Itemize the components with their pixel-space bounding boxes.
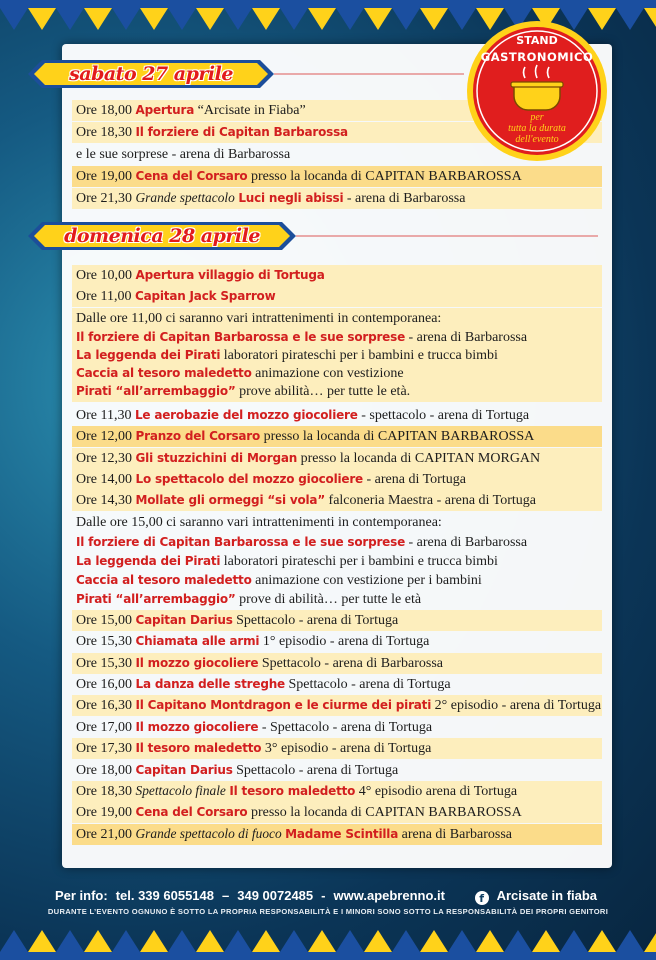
bunting-flag [336,930,364,952]
event-name: Capitan Darius [135,762,233,777]
event-text: Ore 18,00 [76,762,136,778]
bunting-flag [476,930,504,952]
event-name: Lo spettacolo del mozzo giocoliere [135,472,363,486]
schedule-row [72,532,602,553]
dash-separator: – [222,888,230,903]
schedule-row [72,166,602,187]
bunting-flag [644,930,656,952]
bunting-flag [644,8,656,30]
dash-separator-2: - [321,888,326,903]
schedule-row [72,589,602,610]
event-text: Ore 19,00 [76,805,136,821]
bunting-flag [0,8,28,30]
event-text: Spettacolo - arena di Tortuga [285,677,451,692]
bunting-flag [252,8,280,30]
schedule-row [72,760,602,781]
stamp-sub2: tutta la durata [508,123,566,134]
bunting-flag [560,930,588,952]
facebook-link[interactable] [471,888,601,903]
schedule-row [72,188,602,209]
event-name: La leggenda dei Pirati [76,553,221,568]
event-text: - arena di Barbarossa [405,534,528,550]
event-text: 4° episodio arena di Tortuga [355,784,518,799]
event-name: Pranzo del Corsaro [135,429,261,444]
stamp-sub3: dell'evento [515,134,559,145]
phone-1[interactable]: tel. 339 6055148 [115,888,214,903]
schedule-row [72,405,602,426]
schedule-row [72,469,602,490]
event-text: Ore 19,00 [76,169,136,184]
event-text: Ore 18,00 [76,103,136,118]
bunting-flag [392,8,420,30]
event-type: Grande spettacolo di fuoco [135,825,282,841]
event-text: animazione con vestizione [251,365,404,381]
bunting-flag [112,930,140,952]
event-text: “Arcisate in Fiaba” [194,103,306,118]
event-text: presso la locanda di CAPITAN BARBAROSSA [247,805,522,821]
bunting-flag [56,930,84,952]
event-text: Ore 12,30 [76,450,136,466]
event-name: Gli stuzzichini di Morgan [135,450,298,465]
bunting-flag [336,8,364,30]
event-text: Ore 11,30 [76,407,135,423]
event-name: Il forziere di Capitan Barbarossa e le sue sorprese [76,534,406,549]
event-text: arena di Barbarossa [398,826,513,842]
event-text: presso la locanda di CAPITAN BARBAROSSA [247,169,522,184]
event-name: Il forziere di Capitan Barbarossa e le sue sorprese [76,329,406,344]
event-name: Luci negli abissi [238,191,344,205]
event-name: La leggenda dei Pirati [76,347,221,362]
event-text: Ore 17,00 [76,719,136,735]
bunting-flag [168,8,196,30]
stand-gastronomico-stamp [462,16,612,166]
event-text: Ore 18,30 [76,125,136,140]
schedule-row [72,308,602,329]
event-text: Dalle ore 15,00 ci saranno vari intrattenimenti in contemporanea: [76,514,442,530]
event-type: Grande spettacolo [135,190,235,205]
event-text: Spettacolo - arena di Tortuga [232,762,399,778]
schedule-row [72,512,602,533]
event-name: Pirati “all’arrembaggio” [76,591,236,606]
footer-info [0,888,656,905]
bunting-flag [392,930,420,952]
schedule-row [72,551,602,572]
event-text: Ore 11,00 [76,289,135,305]
event-name: Capitan Darius [135,612,233,627]
bunting-flag [616,930,644,952]
schedule-row [72,426,602,447]
schedule-row [72,824,602,845]
schedule-row [72,695,602,716]
bunting-flag [420,8,448,30]
event-name: Pirati “all’arrembaggio” [76,383,236,398]
event-name: Cena del Corsaro [135,169,248,183]
bunting-flag [0,930,28,952]
bunting-flag [504,930,532,952]
bunting-flag [196,8,224,30]
event-name: Caccia al tesoro maledetto [76,365,252,380]
event-text: Spettacolo - arena di Tortuga [232,612,399,628]
bunting-flag [56,8,84,30]
event-type: Spettacolo finale [135,783,226,798]
bunting-flag [252,930,280,952]
event-text: Dalle ore 11,00 ci saranno vari intrattenimenti in contemporanea: [76,310,442,326]
schedule-row [72,631,602,652]
bunting-flag [84,8,112,30]
event-text: Spettacolo - arena di Barbarossa [258,655,443,671]
bunting-flag [308,930,336,952]
schedule-row [72,490,602,511]
event-name: Le aerobazie del mozzo giocoliere [134,407,358,422]
schedule-row [72,286,602,307]
facebook-label: Arcisate in fiaba [496,888,598,903]
schedule-row [72,717,602,738]
event-text: Ore 21,00 [76,826,136,842]
event-text: prove di abilità… per tutte le età [235,591,422,607]
bunting-flag [448,930,476,952]
stamp-sub1: per [530,112,544,123]
bunting-flag [140,8,168,30]
day2-ribbon [28,222,296,250]
bottom-bunting [0,930,656,960]
event-text: - arena di Barbarossa [405,329,528,345]
bunting-flag [224,8,252,30]
schedule-row [72,653,602,674]
event-name: Madame Scintilla [285,826,399,841]
bunting-flag [280,930,308,952]
event-text: 2° episodio - arena di Tortuga [431,698,602,714]
event-text: e le sue sorprese - arena di Barbarossa [76,147,291,162]
event-text: 3° episodio - arena di Tortuga [261,741,432,757]
event-name: Il tesoro maledetto [229,784,356,798]
event-text: Ore 18,30 [76,784,136,799]
event-text: - arena di Barbarossa [343,191,466,206]
day2-title: domenica 28 aprile [64,225,260,247]
schedule-row [72,448,602,469]
event-text: - spettacolo - arena di Tortuga [357,407,530,423]
disclaimer: DURANTE L’EVENTO OGNUNO È SOTTO LA PROPRIA RESPONSABILITÀ E I MINORI SONO SOTTO LA RESPONSABILITÀ DEI PROPRI GENITORI [47,907,609,916]
bunting-flag [140,930,168,952]
bunting-flag [308,8,336,30]
facebook-icon: f [475,891,489,905]
schedule-row [72,265,602,286]
bunting-flag [28,8,56,30]
event-text: prove abilità… per tutte le età. [235,383,411,399]
event-text: Ore 15,00 [76,612,136,628]
event-name: Il mozzo giocoliere [135,719,259,734]
day2-rule [296,235,598,237]
event-text: Ore 14,30 [76,493,136,509]
event-text: Ore 10,00 [76,268,136,283]
event-name: Chiamata alle armi [135,634,260,649]
event-text: Ore 15,30 [76,634,136,650]
event-text: animazione con vestizione per i bambini [251,572,482,588]
schedule-row [72,781,602,802]
info-label: Per info: [54,888,108,903]
bunting-flag [280,8,308,30]
stamp-line2: GASTRONOMICO [480,50,594,64]
event-name: Il Capitano Montdragon e le ciurme dei pirati [135,698,432,713]
bunting-flag [168,930,196,952]
bunting-flag [84,930,112,952]
event-text: - arena di Tortuga [363,472,466,487]
schedule-row [72,381,602,402]
schedule-row [72,674,602,695]
event-name: Capitan Jack Sparrow [134,289,276,304]
schedule-row [72,610,602,631]
event-text: 1° episodio - arena di Tortuga [259,634,430,650]
bunting-flag [196,930,224,952]
event-text: Ore 16,00 [76,677,136,692]
schedule-row [72,802,602,823]
website-link[interactable]: www.apebrenno.it [333,888,445,903]
event-text: falconeria Maestra - arena di Tortuga [325,493,537,509]
day1-title: sabato 27 aprile [69,63,233,85]
event-name: Caccia al tesoro maledetto [76,572,252,587]
bunting-flag [532,930,560,952]
event-text: Ore 17,30 [76,741,136,757]
event-text: presso la locanda di CAPITAN BARBAROSSA [260,429,535,445]
event-text: Ore 16,30 [76,698,136,714]
bunting-flag [28,930,56,952]
bunting-flag [224,930,252,952]
bunting-flag [112,8,140,30]
event-name: Apertura [135,103,195,117]
event-text: laboratori pirateschi per i bambini e trucca bimbi [220,347,498,363]
phone-2[interactable]: 349 0072485 [237,888,314,903]
schedule-row [72,570,602,591]
stamp-line1: STAND [516,34,558,47]
bunting-flag [588,930,616,952]
bunting-flag [616,8,644,30]
event-name: Il mozzo giocoliere [135,655,259,670]
event-text: Ore 14,00 [76,472,136,487]
event-text: laboratori pirateschi per i bambini e trucca bimbi [220,553,498,569]
event-text: Ore 12,00 [76,429,136,445]
event-name: Apertura villaggio di Tortuga [135,268,325,282]
event-name: Il tesoro maledetto [135,741,262,756]
event-name: Mollate gli ormeggi “si vola” [135,493,326,508]
event-name: Cena del Corsaro [135,805,248,820]
day1-ribbon [28,60,274,88]
day1-rule [274,73,464,75]
event-name: La danza delle streghe [135,677,285,691]
bunting-flag [364,930,392,952]
event-name: Il forziere di Capitan Barbarossa [135,125,348,139]
event-text: - Spettacolo - arena di Tortuga [258,719,433,735]
event-text: Ore 21,30 [76,191,136,206]
bunting-flag [420,930,448,952]
event-text: Ore 15,30 [76,655,136,671]
schedule-row [72,738,602,759]
event-text: presso la locanda di CAPITAN MORGAN [297,450,541,466]
bunting-flag [364,8,392,30]
